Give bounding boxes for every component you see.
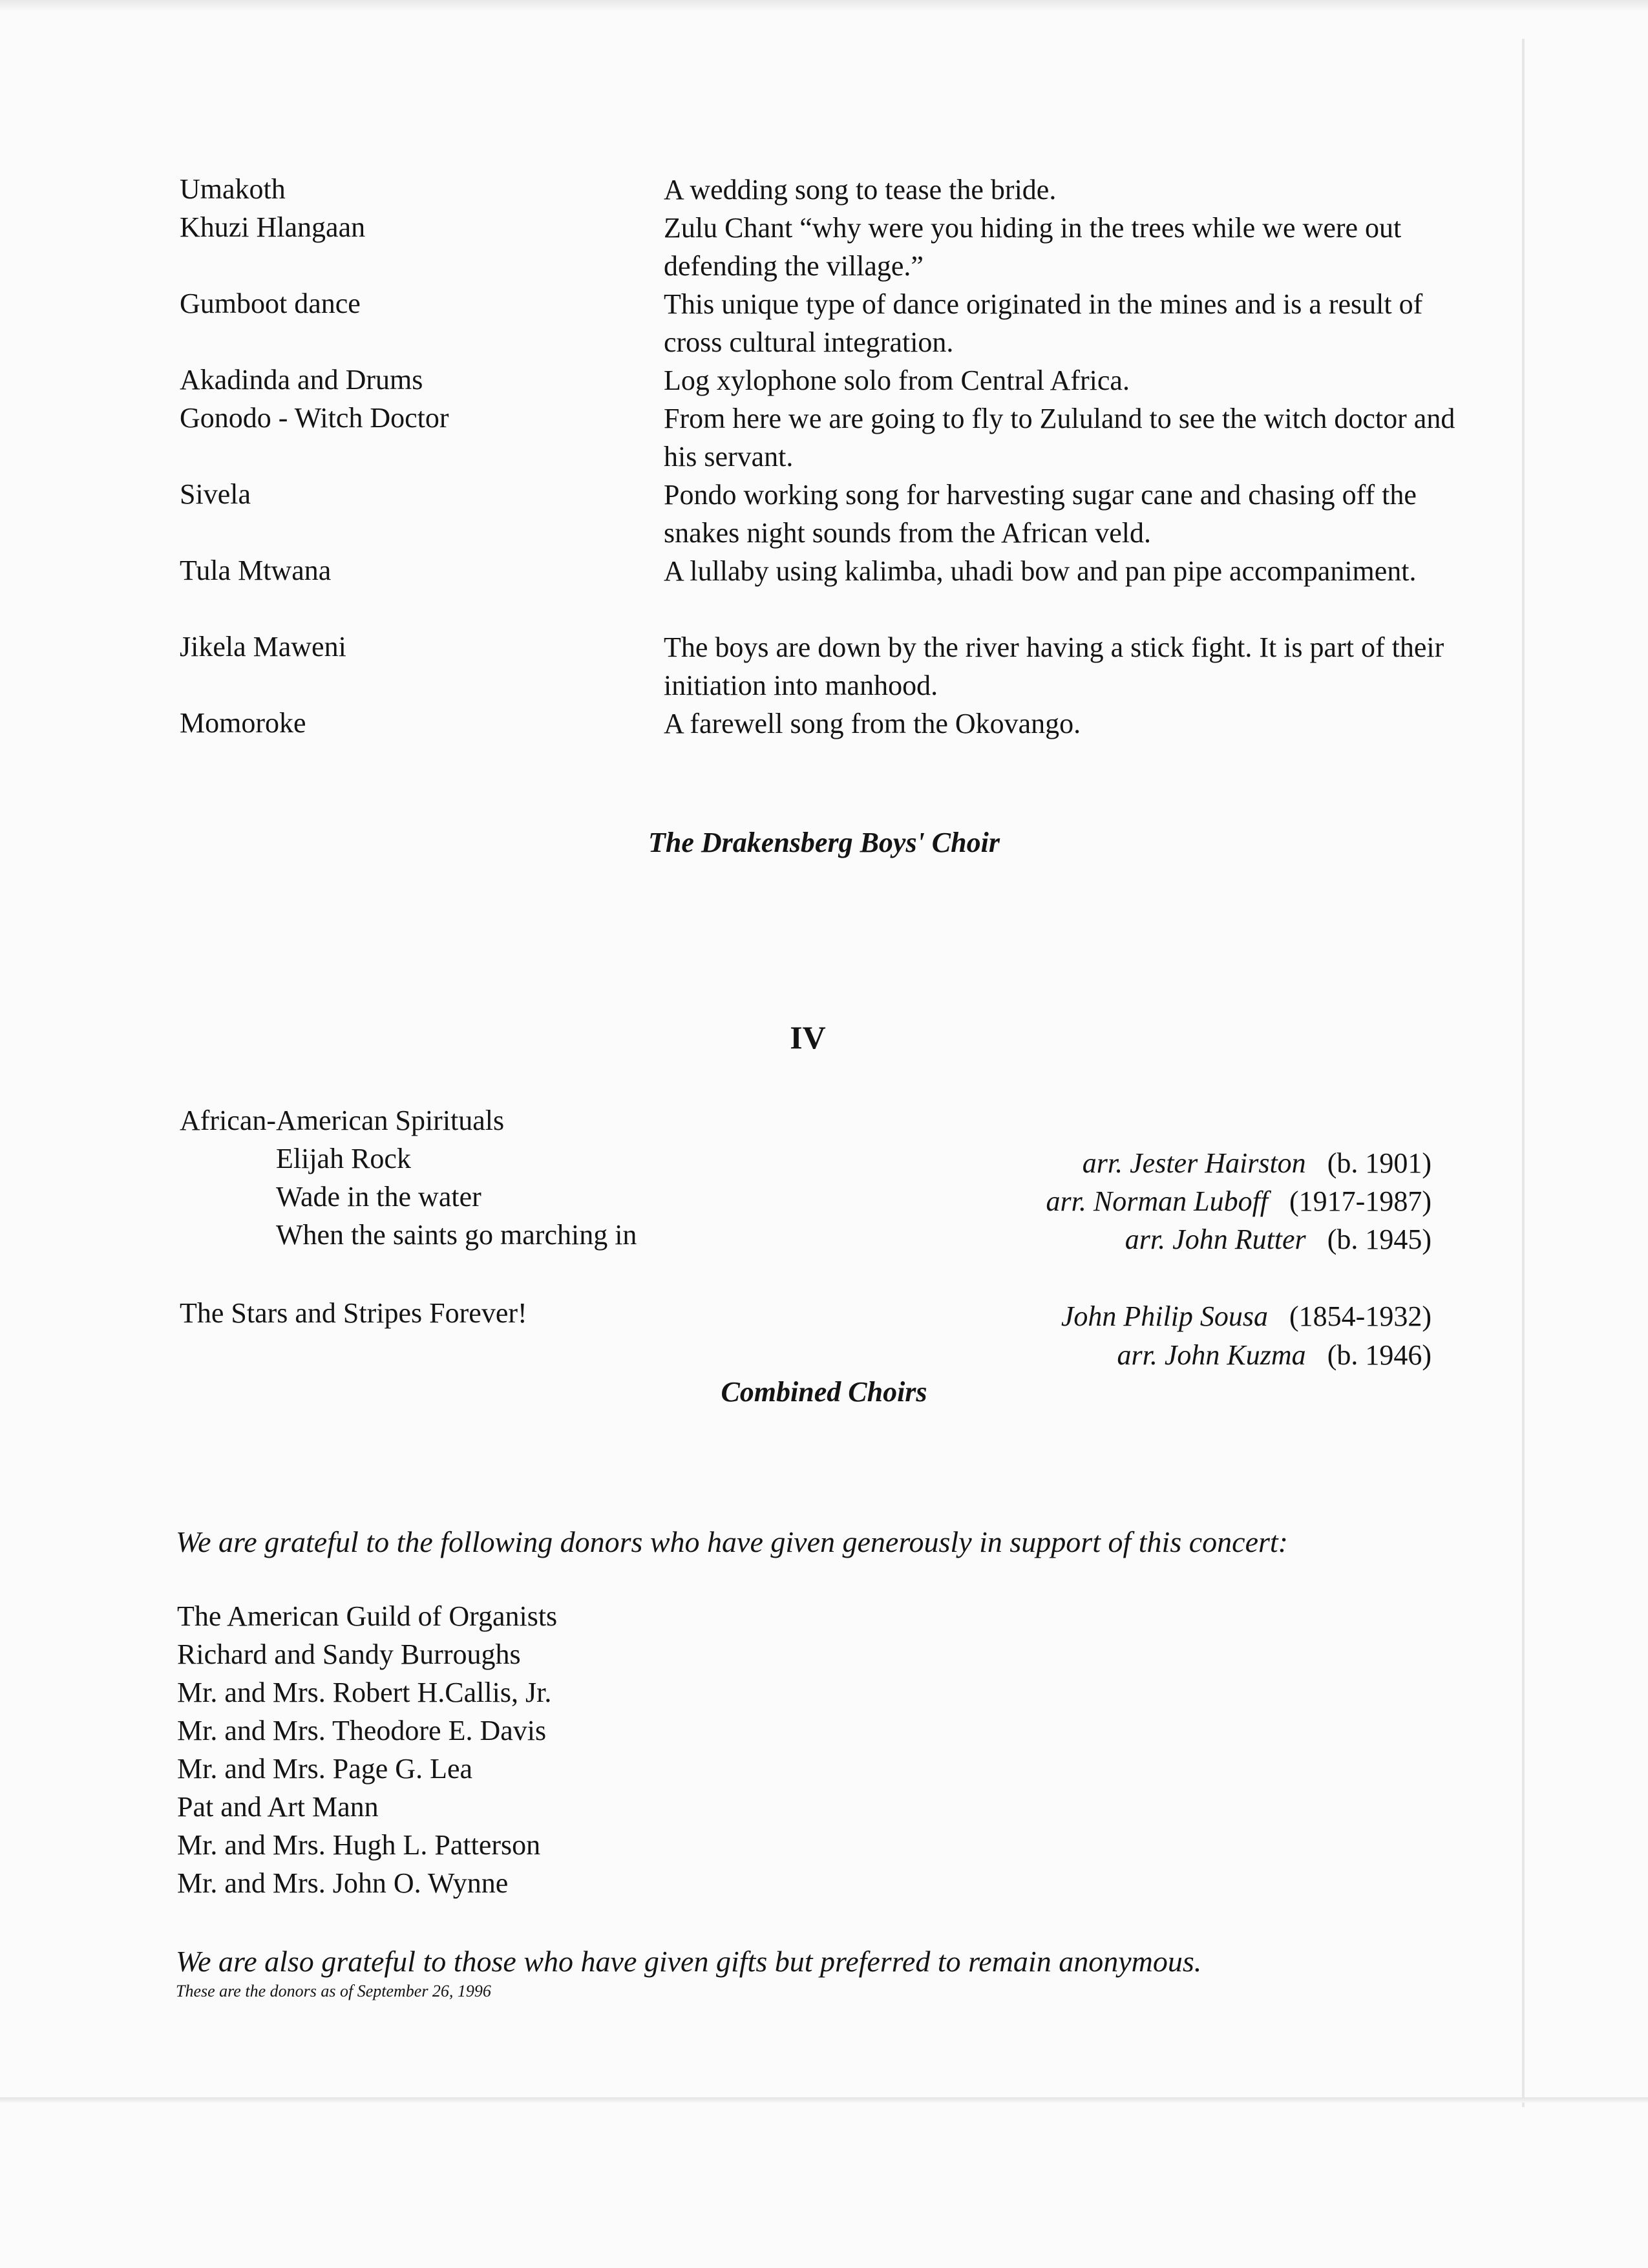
section-number: IV — [790, 1019, 826, 1055]
song-description: From here we are going to fly to Zululand to see the witch doctor and his servant. — [664, 403, 1455, 472]
song-title: Jikela Maweni — [180, 631, 346, 662]
scan-top-shadow — [0, 0, 1648, 12]
donor-name: The American Guild of Organists — [177, 1600, 558, 1632]
arranger-name: arr. Norman Luboff — [1046, 1185, 1269, 1217]
arranger-name: arr. John Kuzma — [1117, 1339, 1306, 1371]
spiritual-title: Elijah Rock — [276, 1143, 411, 1174]
donor-name: Mr. and Mrs. Theodore E. Davis — [177, 1715, 547, 1746]
choir-heading-combined: Combined Choirs — [721, 1376, 927, 1408]
donor-name: Richard and Sandy Burroughs — [177, 1638, 521, 1670]
spirituals-heading: African-American Spirituals — [180, 1105, 505, 1136]
choir-heading-drakensberg: The Drakensberg Boys' Choir — [648, 827, 1000, 858]
song-title: Sivela — [180, 478, 251, 510]
donors-intro: We are grateful to the following donors who have given generously in support of this concert: — [176, 1525, 1288, 1558]
song-description: Zulu Chant “why were you hiding in the trees while we were out defending the village.” — [664, 212, 1402, 282]
donor-list-date-note: These are the donors as of September 26, 1996 — [176, 1982, 491, 2000]
spiritual-credit — [1046, 1183, 1431, 1220]
arranger-dates: (b. 1946) — [1327, 1339, 1431, 1371]
song-description: The boys are down by the river having a stick fight. It is part of their initiation into manhood. — [664, 631, 1444, 701]
finale-arranger-credit — [1117, 1337, 1431, 1374]
spiritual-title: Wade in the water — [276, 1181, 481, 1213]
song-description: This unique type of dance originated in the mines and is a result of cross cultural integration. — [664, 288, 1423, 358]
song-title: Momoroke — [180, 707, 306, 739]
scan-bottom-shadow — [0, 2097, 1648, 2103]
arranger-dates: (1917-1987) — [1289, 1185, 1431, 1217]
song-description: Log xylophone solo from Central Africa. — [664, 365, 1130, 396]
finale-composer-credit — [1061, 1298, 1431, 1335]
song-description: A wedding song to tease the bride. — [664, 174, 1057, 206]
song-title: Khuzi Hlangaan — [180, 211, 366, 243]
arranger-dates: (b. 1901) — [1327, 1147, 1431, 1179]
song-title: Gumboot dance — [180, 288, 361, 319]
donor-name: Pat and Art Mann — [177, 1791, 379, 1823]
spiritual-credit — [1083, 1145, 1431, 1182]
spiritual-credit — [1125, 1221, 1431, 1258]
donor-name: Mr. and Mrs. Hugh L. Patterson — [177, 1829, 541, 1861]
song-title: Tula Mtwana — [180, 555, 332, 586]
song-description: A lullaby using kalimba, uhadi bow and pan pipe accompaniment. — [664, 555, 1417, 587]
song-title: Akadinda and Drums — [180, 364, 423, 396]
donor-name: Mr. and Mrs. Robert H.Callis, Jr. — [177, 1677, 552, 1708]
song-title: Umakoth — [180, 173, 286, 205]
song-description: A farewell song from the Okovango. — [664, 708, 1081, 739]
finale-title: The Stars and Stripes Forever! — [180, 1297, 527, 1329]
composer-name: John Philip Sousa — [1061, 1300, 1269, 1332]
song-description: Pondo working song for harvesting sugar cane and chasing off the snakes night sounds from the African veld. — [664, 479, 1417, 549]
scan-paper-edge — [1522, 39, 1525, 2107]
spiritual-title: When the saints go marching in — [276, 1219, 637, 1251]
song-title: Gonodo - Witch Doctor — [180, 402, 449, 434]
arranger-dates: (b. 1945) — [1327, 1224, 1431, 1255]
arranger-name: arr. Jester Hairston — [1082, 1147, 1306, 1179]
composer-dates: (1854-1932) — [1289, 1300, 1431, 1332]
donor-name: Mr. and Mrs. Page G. Lea — [177, 1753, 473, 1785]
anonymous-donors-note: We are also grateful to those who have given gifts but preferred to remain anonymous. — [176, 1945, 1202, 1978]
arranger-name: arr. John Rutter — [1125, 1224, 1306, 1255]
donor-name: Mr. and Mrs. John O. Wynne — [177, 1867, 509, 1899]
